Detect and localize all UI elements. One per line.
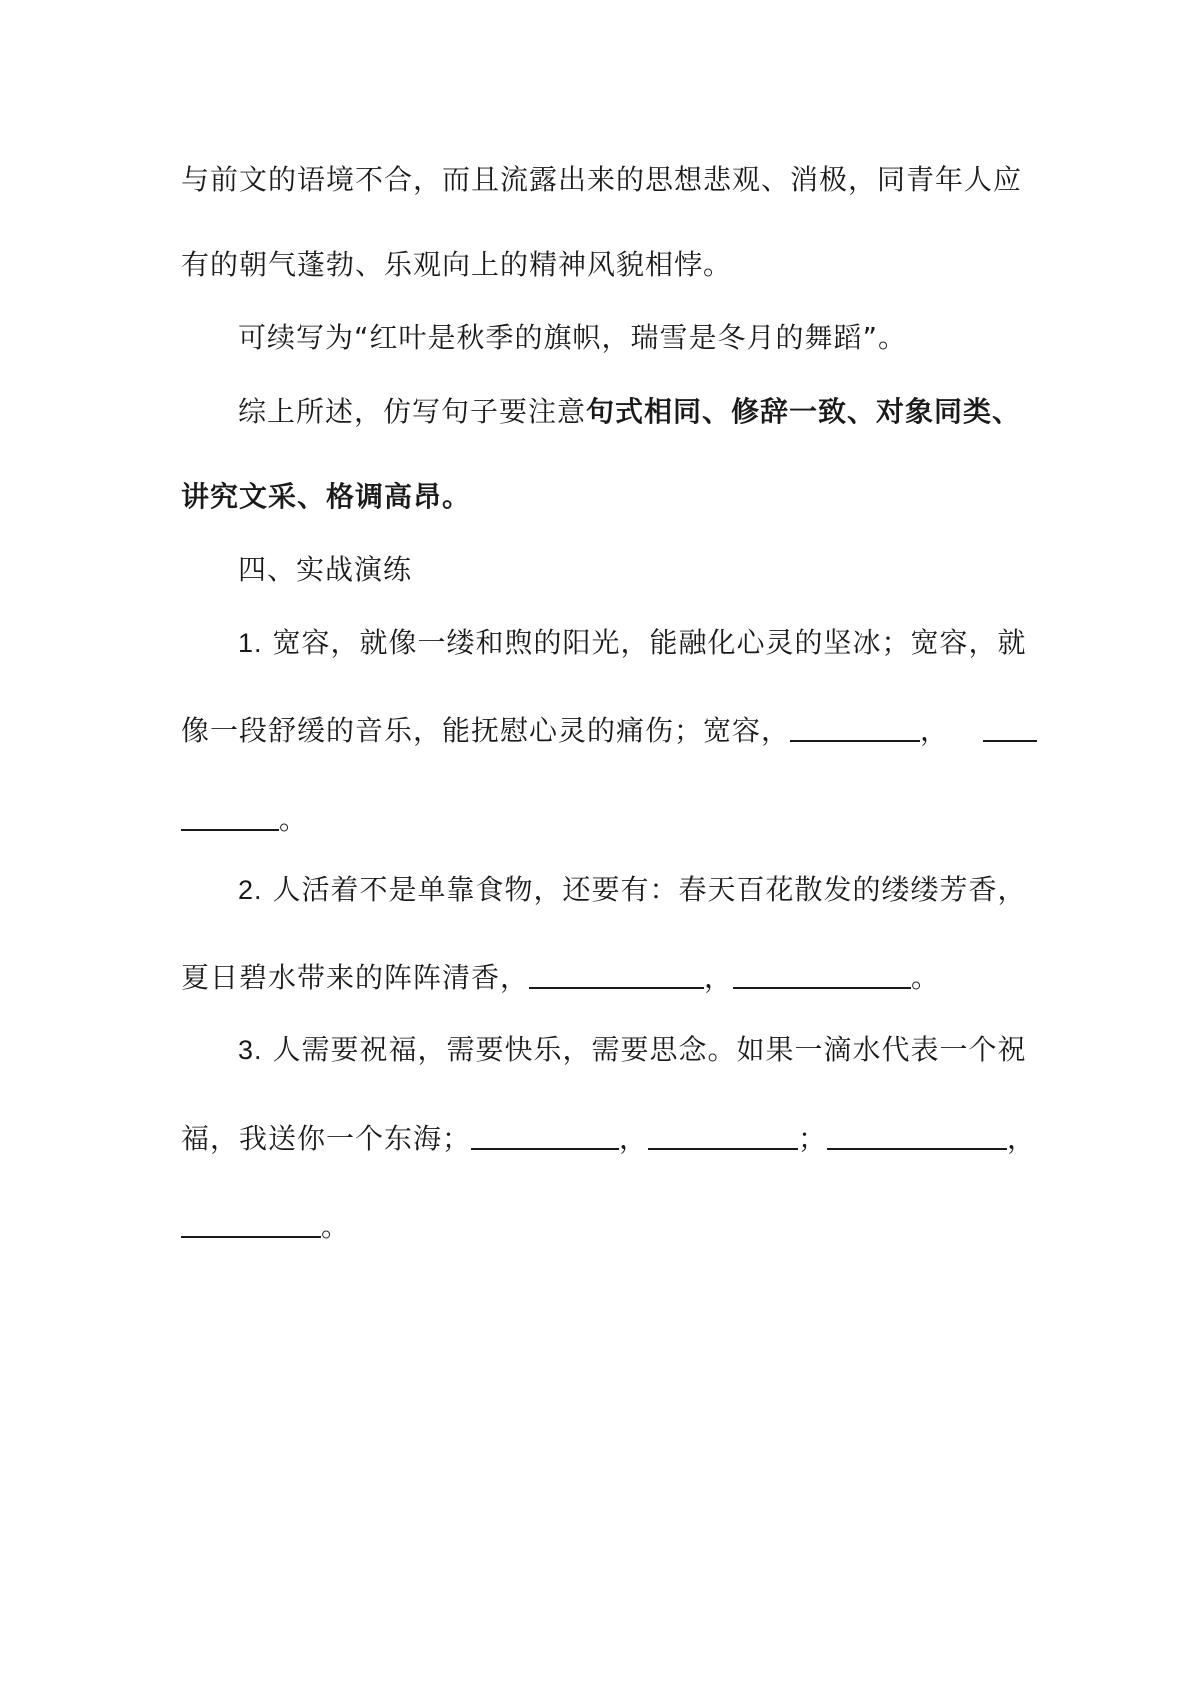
exercise-number: 3.	[238, 1035, 263, 1065]
answer-blank[interactable]	[733, 957, 911, 989]
exercise-text: 福，我送你一个东海；	[181, 1122, 472, 1155]
answer-blank[interactable]	[983, 710, 1037, 742]
summary-key-points-cont: 讲究文采、格调高昂。	[181, 480, 472, 513]
answer-blank[interactable]	[827, 1118, 1007, 1150]
exercise-text: 夏日碧水带来的阵阵清香，	[181, 961, 530, 994]
answer-blank[interactable]	[529, 957, 704, 989]
punctuation: 。	[321, 1210, 351, 1243]
punctuation: ，	[920, 714, 950, 747]
summary-key-points: 句式相同、修辞一致、对象同类、	[586, 395, 1022, 428]
exercise-3-line	[181, 1116, 1036, 1159]
exercise-number: 1.	[238, 628, 263, 658]
punctuation: 。	[911, 961, 941, 994]
paragraph-line: 与前文的语境不合，而且流露出来的思想悲观、消极，同青年人应	[181, 163, 1023, 196]
paragraph-continuation-example: 可续写为“红叶是秋季的旗帜，瑞雪是冬月的舞蹈”。	[238, 321, 908, 354]
exercise-3-line	[238, 1030, 1026, 1070]
punctuation: 。	[279, 803, 309, 836]
answer-blank[interactable]	[181, 799, 279, 831]
exercise-text: 像一段舒缓的音乐，能抚慰心灵的痛伤；宽容，	[181, 714, 791, 747]
answer-blank[interactable]	[471, 1118, 619, 1150]
exercise-text: 宽容，就像一缕和煦的阳光，能融化心灵的坚冰；宽容，就	[272, 626, 1027, 659]
punctuation: ，	[619, 1122, 649, 1155]
answer-blank[interactable]	[648, 1118, 798, 1150]
answer-blank[interactable]	[790, 710, 920, 742]
exercise-1-line	[181, 708, 1037, 751]
answer-blank[interactable]	[181, 1206, 321, 1238]
punctuation: ，	[704, 961, 734, 994]
summary-text: 综上所述，仿写句子要注意	[238, 395, 587, 428]
exercise-text: 人需要祝福，需要快乐，需要思念。如果一滴水代表一个祝	[272, 1033, 1027, 1066]
section-heading: 四、实战演练	[238, 553, 413, 586]
exercise-1-line	[238, 623, 1026, 663]
paragraph-line: 有的朝气蓬勃、乐观向上的精神风貌相悖。	[181, 248, 733, 281]
exercise-2-line	[181, 955, 940, 998]
exercise-1-line	[181, 797, 308, 840]
paragraph-summary	[238, 392, 1021, 432]
exercise-3-line	[181, 1204, 350, 1247]
punctuation: ；	[798, 1122, 828, 1155]
exercise-number: 2.	[238, 875, 263, 905]
punctuation: ，	[1007, 1122, 1037, 1155]
exercise-2-line	[238, 870, 1026, 910]
exercise-text: 人活着不是单靠食物，还要有：春天百花散发的缕缕芳香，	[272, 873, 1027, 906]
